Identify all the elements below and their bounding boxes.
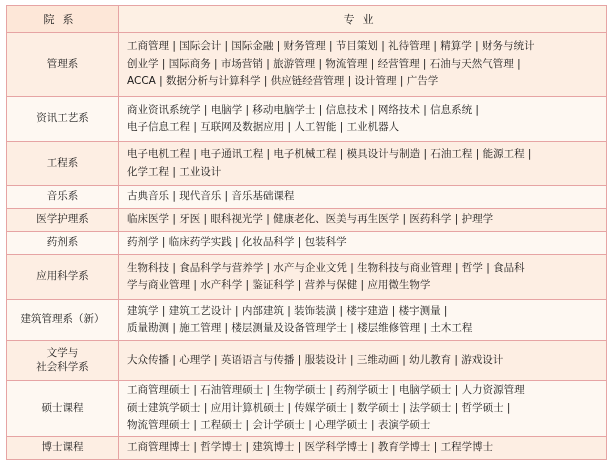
majors-line: 大众传播 | 心理学 | 英语语言与传播 | 服装设计 | 三维动画 | 幼儿教育 | 游戏设计 bbox=[127, 353, 504, 366]
dept-name: 医学护理系 bbox=[36, 213, 89, 226]
majors-line: 工商管理博士 | 哲学博士 | 建筑博士 | 医学科学博士 | 教育学博士 | 工程学博士 bbox=[127, 441, 494, 454]
majors-cell bbox=[119, 232, 607, 255]
majors-cell bbox=[119, 437, 607, 460]
majors-line: 工商管理硕士 | 石油管理硕士 | 生物学硕士 | 药剂学硕士 | 电脑学硕士 | 人力资源管理 bbox=[127, 384, 525, 397]
dept-name: 管理系 bbox=[46, 57, 79, 70]
dept-cell bbox=[7, 381, 119, 437]
majors-cell bbox=[119, 142, 607, 186]
dept-name: 工程系 bbox=[46, 156, 79, 169]
majors-line: 电子电机工程 | 电子通讯工程 | 电子机械工程 | 模具设计与制造 | 石油工程 | 能源工程 | bbox=[127, 148, 532, 160]
majors-cell bbox=[119, 341, 607, 381]
dept-cell bbox=[7, 142, 119, 186]
dept-name: 资讯工艺系 bbox=[36, 112, 89, 125]
majors-line: 硕士建筑学硕士 | 应用计算机硕士 | 传媒学硕士 | 数学硕士 | 法学硕士 | 哲学硕士 | bbox=[127, 401, 511, 414]
dept-cell bbox=[7, 97, 119, 142]
dept-cell bbox=[7, 186, 119, 209]
majors-cell bbox=[119, 300, 607, 341]
header-major: 专业 bbox=[119, 6, 607, 33]
dept-name: 药剂系 bbox=[46, 236, 79, 249]
majors-line: 物流管理硕士 | 工程硕士 | 会计学硕士 | 心理学硕士 | 表演学硕士 bbox=[127, 419, 431, 432]
majors-line: 建筑学 | 建筑工艺设计 | 内部建筑 | 装饰装潢 | 楼宇建造 | 楼宇测量 | bbox=[127, 304, 448, 317]
majors-cell bbox=[119, 186, 607, 209]
majors-line: 电子信息工程 | 互联网及数据应用 | 人工智能 | 工业机器人 bbox=[127, 121, 400, 133]
table-row bbox=[7, 300, 607, 341]
dept-cell bbox=[7, 255, 119, 300]
majors-table bbox=[6, 5, 607, 460]
table-row bbox=[7, 97, 607, 142]
dept-name: 音乐系 bbox=[46, 190, 79, 203]
table-body bbox=[7, 33, 607, 460]
majors-cell bbox=[119, 97, 607, 142]
majors-cell bbox=[119, 381, 607, 437]
header-dept: 院系 bbox=[7, 6, 119, 33]
majors-line: 学与商业管理 | 水产科学 | 鉴证科学 | 营养与保健 | 应用微生物学 bbox=[127, 279, 431, 291]
table-row bbox=[7, 142, 607, 186]
dept-name: 建筑管理系（新） bbox=[20, 313, 105, 326]
dept-name: 社会科学系 bbox=[36, 360, 89, 373]
majors-cell bbox=[119, 209, 607, 232]
table-row bbox=[7, 33, 607, 97]
majors-line: ACCA | 数据分析与计算科学 | 供应链经营管理 | 设计管理 | 广告学 bbox=[127, 75, 439, 88]
majors-line: 药剂学 | 临床药学实践 | 化妆品科学 | 包装科学 bbox=[127, 236, 347, 249]
dept-cell bbox=[7, 437, 119, 460]
dept-cell bbox=[7, 209, 119, 232]
majors-line: 质量勘测 | 施工管理 | 楼层测量及设备管理学士 | 楼层维修管理 | 土木工程 bbox=[127, 322, 473, 334]
dept-cell bbox=[7, 300, 119, 341]
dept-cell bbox=[7, 341, 119, 381]
dept-name: 文学与 bbox=[46, 347, 79, 360]
majors-line: 古典音乐 | 现代音乐 | 音乐基础课程 bbox=[127, 190, 295, 203]
table-row bbox=[7, 437, 607, 460]
dept-name: 硕士课程 bbox=[41, 401, 84, 414]
table-row bbox=[7, 209, 607, 232]
table-row bbox=[7, 341, 607, 381]
majors-cell bbox=[119, 33, 607, 97]
majors-line: 临床医学 | 牙医 | 眼科视光学 | 健康老化、医美与再生医学 | 医药科学 | 护理学 bbox=[127, 213, 494, 226]
majors-line: 创业学 | 国际商务 | 市场营销 | 旅游管理 | 物流管理 | 经营管理 | 石油与天然气管理 | bbox=[127, 57, 521, 70]
majors-line: 化学工程 | 工业设计 bbox=[127, 165, 222, 178]
majors-cell bbox=[119, 255, 607, 300]
table-row bbox=[7, 381, 607, 437]
dept-cell bbox=[7, 33, 119, 97]
dept-name: 应用科学系 bbox=[36, 270, 89, 283]
table-row bbox=[7, 232, 607, 255]
majors-line: 生物科技 | 食品科学与营养学 | 水产与企业文凭 | 生物科技与商业管理 | 哲学 | 食品科 bbox=[127, 261, 525, 274]
table-header-row bbox=[7, 6, 607, 33]
table-row bbox=[7, 186, 607, 209]
table-row bbox=[7, 255, 607, 300]
dept-name: 博士课程 bbox=[41, 441, 84, 454]
majors-line: 工商管理 | 国际会计 | 国际金融 | 财务管理 | 节目策划 | 礼待管理 | 精算学 | 财务与统计 bbox=[127, 40, 535, 53]
majors-line: 商业资讯系统学 | 电脑学 | 移动电脑学士 | 信息技术 | 网络技术 | 信息系统 | bbox=[127, 103, 479, 116]
dept-cell bbox=[7, 232, 119, 255]
